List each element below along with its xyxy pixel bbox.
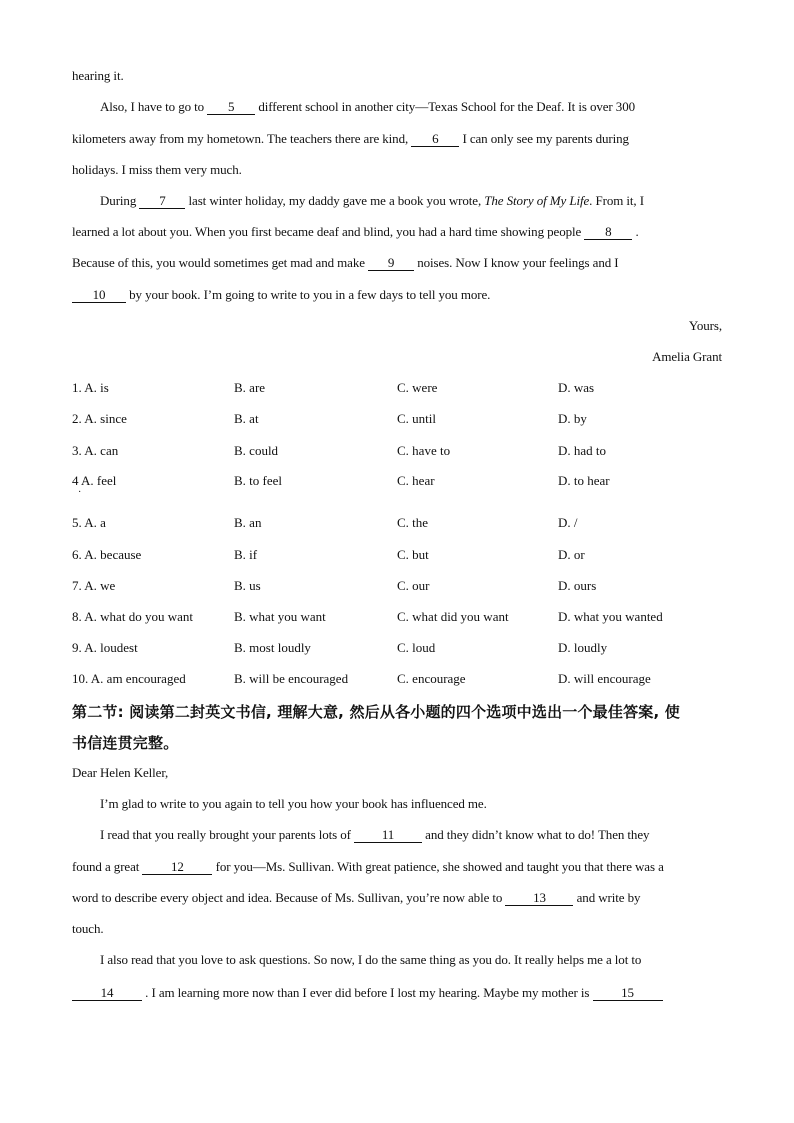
text-line	[72, 68, 124, 84]
section-heading-cont: 书信连贯完整。	[72, 734, 179, 752]
line-text: I can only see my parents during	[459, 131, 629, 146]
option-b: B. most loudly	[234, 640, 311, 655]
line-text: kilometers away from my hometown. The teachers there are kind,	[72, 131, 412, 146]
option-b: B. what you want	[234, 609, 326, 624]
line-text: last winter holiday, my daddy gave me a book you wrote,	[185, 193, 485, 208]
option-d: D. had to	[558, 443, 607, 458]
blank-10: 10	[72, 288, 126, 303]
blank-15: 15	[593, 986, 663, 1001]
line-text: word to describe every object and idea. Because of Ms. Sullivan, you’re now able to	[72, 890, 506, 905]
text-line	[100, 952, 641, 968]
option-c: C. encourage	[397, 671, 466, 686]
text-line	[100, 827, 649, 843]
blank-9: 9	[368, 256, 414, 271]
option-d: D. or	[558, 547, 585, 562]
text-line	[72, 255, 619, 271]
option-b: B. at	[234, 411, 259, 426]
line-text: learned a lot about you. When you first became deaf and blind, you had a hard time showing people	[72, 224, 585, 239]
line-text: During	[100, 193, 140, 208]
option-d: D. loudly	[558, 640, 608, 655]
line-text: and write by	[573, 890, 641, 905]
option-a: 2. A. since	[72, 411, 127, 426]
option-c: C. the	[397, 515, 429, 530]
text-line	[72, 890, 640, 906]
option-a: 3. A. can	[72, 443, 119, 458]
greeting-text: Dear Helen Keller,	[72, 765, 169, 780]
text-line	[72, 224, 639, 240]
blank-12: 12	[142, 860, 212, 875]
line-text: found a great	[72, 859, 143, 874]
line-text: I’m glad to write to you again to tell you how your book has influenced me.	[100, 796, 487, 811]
option-d: D. by	[558, 411, 587, 426]
signature-text: Amelia Grant	[652, 349, 722, 364]
line-text: hearing it.	[72, 68, 124, 83]
line-text: noises. Now I know your feelings and I	[414, 255, 619, 270]
option-a: 9. A. loudest	[72, 640, 138, 655]
line-text: by your book. I’m going to write to you in a few days to tell you more.	[126, 287, 491, 302]
option-c: C. were	[397, 380, 438, 395]
option-a: 5. A. a	[72, 515, 106, 530]
blank-8: 8	[584, 225, 632, 240]
option-b: B. us	[234, 578, 261, 593]
closing-text: Yours,	[688, 318, 722, 333]
option-a: 4 A. feel	[72, 473, 117, 488]
text-line	[72, 985, 663, 1001]
option-d: D. will encourage	[558, 671, 651, 686]
text-line	[72, 921, 104, 937]
option-c: C. what did you want	[397, 609, 509, 624]
option-a: 8. A. what do you want	[72, 609, 193, 624]
option-c: C. loud	[397, 640, 436, 655]
option-a: 10. A. am encouraged	[72, 671, 186, 686]
option-c: C. until	[397, 411, 437, 426]
option-a: 7. A. we	[72, 578, 116, 593]
text-line	[72, 859, 664, 875]
blank-13: 13	[505, 891, 573, 906]
blank-11: 11	[354, 828, 422, 843]
book-title: The Story of My Life	[484, 193, 590, 208]
option-b: B. are	[234, 380, 266, 395]
line-text: holidays. I miss them very much.	[72, 162, 242, 177]
option-c: C. our	[397, 578, 430, 593]
option-a: 6. A. because	[72, 547, 142, 562]
line-text: . From it, I	[589, 193, 644, 208]
option-d: D. ours	[558, 578, 597, 593]
option-b: B. will be encouraged	[234, 671, 349, 686]
line-text: touch.	[72, 921, 104, 936]
option-a: 1. A. is	[72, 380, 109, 395]
text-line	[100, 193, 644, 209]
line-text: Also, I have to go to	[100, 99, 208, 114]
line-text: I also read that you love to ask questions. So now, I do the same thing as you do. It really helps me a lot to	[100, 952, 642, 967]
blank-6: 6	[411, 132, 459, 147]
option-b: B. if	[234, 547, 258, 562]
option-c: C. hear	[397, 473, 435, 488]
line-text: different school in another city—Texas School for the Deaf. It is over 300	[255, 99, 635, 114]
blank-14: 14	[72, 986, 142, 1001]
line-text: I read that you really brought your parents lots of	[100, 827, 355, 842]
text-line	[72, 131, 629, 147]
line-text: and they didn’t know what to do! Then they	[422, 827, 650, 842]
line-text: .	[632, 224, 639, 239]
option-d: D. what you wanted	[558, 609, 663, 624]
text-line	[100, 99, 635, 115]
option-b: B. to feel	[234, 473, 283, 488]
option-d: D. was	[558, 380, 595, 395]
blank-7: 7	[139, 194, 185, 209]
stray-dot: ·	[78, 487, 82, 498]
text-line	[100, 796, 487, 812]
greeting	[72, 765, 168, 781]
option-b: B. could	[234, 443, 279, 458]
option-d: D. /	[558, 515, 578, 530]
line-text: for you—Ms. Sullivan. With great patience, she showed and taught you that there was a	[212, 859, 664, 874]
signature	[652, 349, 722, 365]
closing	[689, 318, 722, 334]
option-d: D. to hear	[558, 473, 610, 488]
text-line	[72, 162, 242, 178]
option-b: B. an	[234, 515, 262, 530]
option-c: C. have to	[397, 443, 451, 458]
line-text: . I am learning more now than I ever did before I lost my hearing. Maybe my mother is	[142, 985, 593, 1000]
line-text: Because of this, you would sometimes get mad and make	[72, 255, 369, 270]
text-line	[72, 287, 490, 303]
option-c: C. but	[397, 547, 429, 562]
blank-5: 5	[207, 100, 255, 115]
section-heading: 第二节: 阅读第二封英文书信, 理解大意, 然后从各小题的四个选项中选出一个最佳答案, 使	[72, 703, 680, 721]
